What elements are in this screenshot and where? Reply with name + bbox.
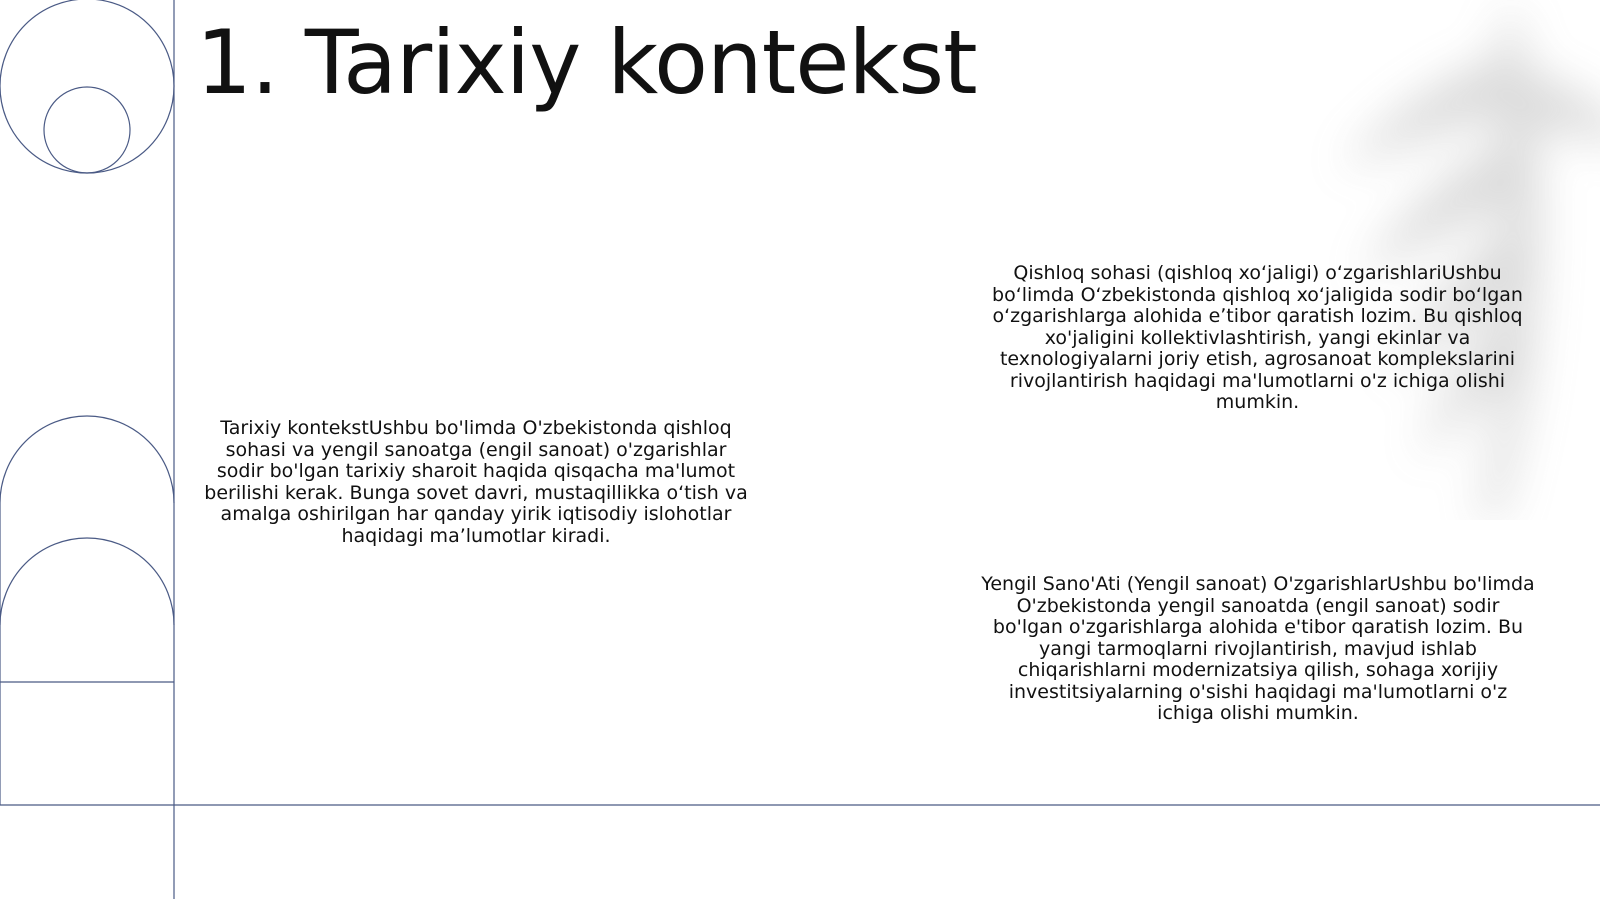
agriculture-changes-text: Qishloq sohasi (qishloq xoʻjaligi) oʻzgarishlariUshbu boʻlimda Oʻzbekistonda qishloq xoʻjaligida sodir boʻlgan oʻzgarishlarga alohida eʼtibor qaratish lozim. Bu qishloq xo'jaligini kollektivlashtirish, yangi ekinlar va texnologiyalarni joriy etish, agrosanoat komplekslarini rivojlantirish haqidagi ma'lumotlarni o'z ichiga olishi mumkin. <box>992 262 1523 413</box>
small-circle-outline <box>44 87 130 173</box>
light-industry-changes-text: Yengil Sano'Ati (Yengil sanoat) O'zgarishlarUshbu bo'limda O'zbekistonda yengil sanoatda (engil sanoat) sodir bo'lgan o'zgarishlarga alohida e'tibor qaratish lozim. Bu yangi tarmoqlarni rivojlantirish, mavjud ishlab chiqarishlarni modernizatsiya qilish, sohaga xorijiy investitsiyalarning o'sishi haqidagi ma'lumotlarni o'z ichiga olishi mumkin. <box>981 573 1535 724</box>
lower-arch-outline <box>0 538 174 625</box>
upper-arch-outline <box>0 416 174 503</box>
slide-title: 1. Tarixiy kontekst <box>196 11 977 114</box>
historical-context-text: Tarixiy kontekstUshbu bo'limda O'zbekistonda qishloq sohasi va yengil sanoatga (engil sanoat) o'zgarishlar sodir bo'lgan tarixiy sharoit haqida qisqacha ma'lumot berilishi kerak. Bunga sovet davri, mustaqillikka o‘tish va amalga oshirilgan har qanday yirik iqtisodiy islohotlar haqidagi ma’lumotlar kiradi. <box>204 417 748 547</box>
